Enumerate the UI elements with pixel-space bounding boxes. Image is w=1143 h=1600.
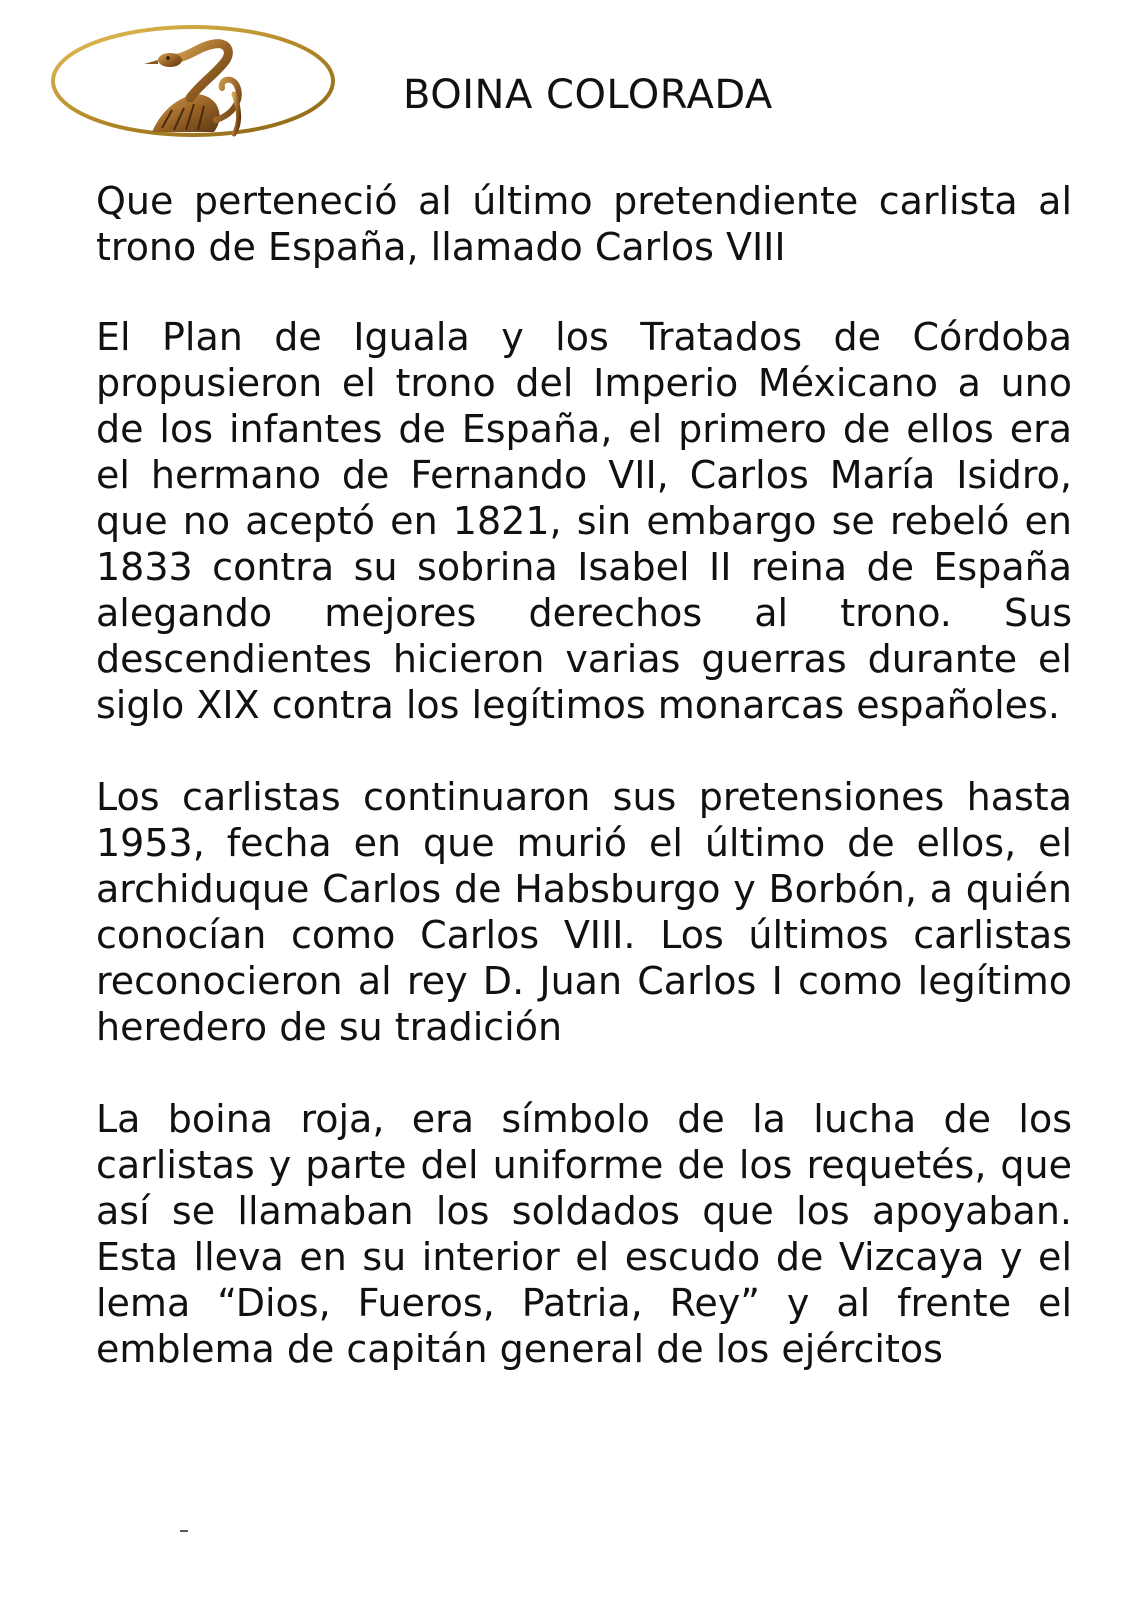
page-title: BOINA COLORADA [403, 72, 773, 118]
beret-paragraph: La boina roja, era símbolo de la lucha de los carlistas y parte del uniforme de los requetés, que así se llamaban los soldados que los apoyaban. Esta lleva en su interior el escudo de Vizcaya y el lema “Dios, Fueros, Patria, Rey” y al frente el emblema de capitán general de los ejércitos [96, 1097, 1072, 1371]
footer-mark [180, 1530, 188, 1532]
subtitle-paragraph: Que perteneció al último pretendiente carlista al trono de España, llamado Carlos VIII [96, 179, 1072, 269]
document-body [96, 178, 1072, 1418]
carlist-emblem-logo [50, 24, 340, 139]
carlists-paragraph: Los carlistas continuaron sus pretensiones hasta 1953, fecha en que murió el último de ellos, el archiduque Carlos de Habsburgo y Borbón, a quién conocían como Carlos VIII. Los últimos carlistas reconocieron al rey D. Juan Carlos I como legítimo heredero de su tradición [96, 775, 1072, 1049]
history-paragraph: El Plan de Iguala y los Tratados de Córdoba propusieron el trono del Imperio Méxicano a uno de los infantes de España, el primero de ellos era el hermano de Fernando VII, Carlos María Isidro, que no aceptó en 1821, sin embargo se rebeló en 1833 contra su sobrina Isabel II reina de España alegando mejores derechos al trono. Sus descendientes hicieron varias guerras durante el siglo XIX contra los legítimos monarcas españoles. [96, 315, 1072, 727]
